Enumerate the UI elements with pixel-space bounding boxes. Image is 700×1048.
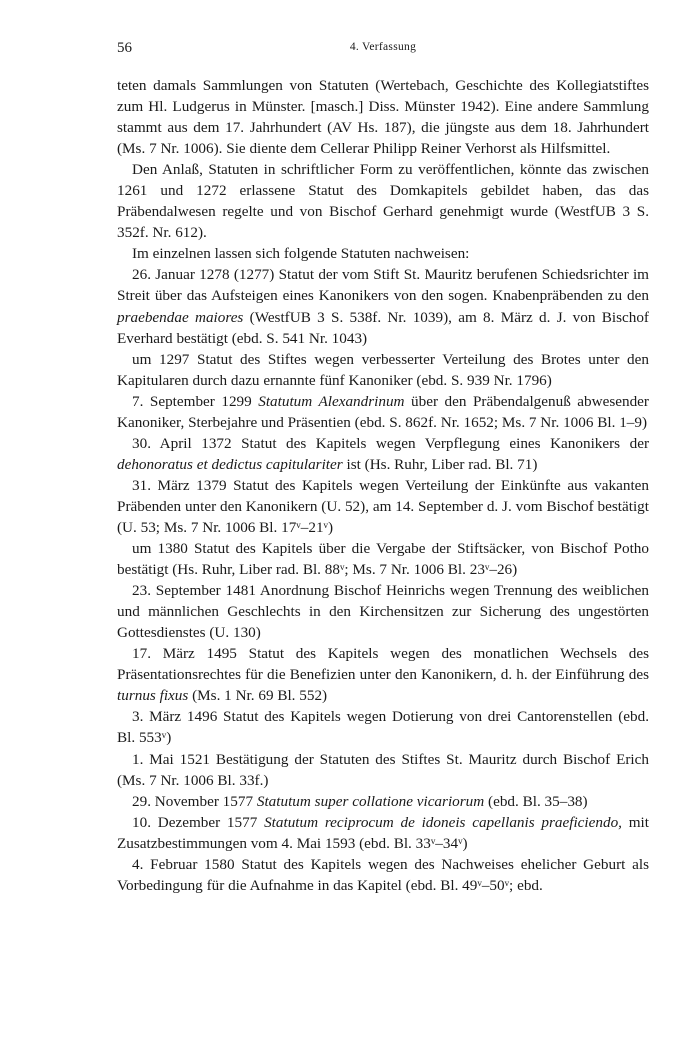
statute-1297: um 1297 Statut des Stiftes wegen verbesserter Verteilung des Brotes unter den Kapitularen durch dazu ernannte fünf Kanoniker (ebd. S. 939 Nr. 1796) bbox=[117, 350, 649, 389]
statute-1380: um 1380 Statut des Kapitels über die Vergabe der Stiftsäcker, von Bischof Potho bestätigt (Hs. Ruhr, Liber rad. Bl. 88ᵛ; Ms. 7 Nr. 1006 Bl. 23ᵛ–26) bbox=[117, 540, 649, 579]
statute-1580: 4. Februar 1580 Statut des Kapitels wegen des Nachweises ehelicher Geburt als Vorbedingung für die Aufnahme in das Kapitel (ebd. Bl. 49ᵛ–50ᵛ; ebd. bbox=[117, 855, 649, 894]
statute-1577-november: 29. November 1577 Statutum super collatione vicariorum (ebd. Bl. 35–38) bbox=[132, 792, 588, 810]
statute-1577-december: 10. Dezember 1577 Statutum reciprocum de idoneis capellanis praeficiendo, mit Zusatzbestimmungen vom 4. Mai 1593 (ebd. Bl. 33ᵛ–34ᵛ) bbox=[117, 813, 649, 852]
statute-1496: 3. März 1496 Statut des Kapitels wegen Dotierung von drei Cantorenstellen (ebd. Bl. 553ᵛ) bbox=[117, 708, 649, 747]
statute-1521: 1. Mai 1521 Bestätigung der Statuten des Stiftes St. Mauritz durch Bischof Erich (Ms. 7 Nr. 1006 Bl. 33f.) bbox=[117, 750, 649, 789]
paragraph-2: Den Anlaß, Statuten in schriftlicher Form zu veröffentlichen, könnte das zwischen 1261 und 1272 erlassene Statut des Domkapitels gebildet haben, das das Präbendalwesen regelte und von Bischof Gerhard genehmigt wurde (WestfUB 3 S. 352f. Nr. 612). bbox=[117, 161, 649, 242]
statute-1379: 31. März 1379 Statut des Kapitels wegen Verteilung der Einkünfte aus vakanten Präbenden unter den Kanonikern (U. 52), am 14. September d. J. vom Bischof bestätigt (U. 53; Ms. 7 Nr. 1006 Bl. 17ᵛ–21ᵛ) bbox=[117, 476, 649, 536]
statute-1495: 17. März 1495 Statut des Kapitels wegen des monatlichen Wechsels des Präsentationsrechtes für die Benefizien unter den Kanonikern, d. h. der Einführung des turnus fixus (Ms. 1 Nr. 69 Bl. 552) bbox=[117, 645, 649, 705]
statute-1278: 26. Januar 1278 (1277) Statut der vom Stift St. Mauritz berufenen Schiedsrichter im Streit über das Aufsteigen eines Kanonikers von den sogen. Knabenpräbenden zu den praebendae maiores (WestfUB 3 S. 538f. Nr. 1039), am 8. März d. J. von Bischof Everhard bestätigt (ebd. S. 541 Nr. 1043) bbox=[117, 266, 649, 347]
statute-1372: 30. April 1372 Statut des Kapitels wegen Verpflegung eines Kanonikers der dehonoratus et dedictus capitulariter ist (Hs. Ruhr, Liber rad. Bl. 71) bbox=[117, 434, 649, 473]
paragraph-3: Im einzelnen lassen sich folgende Statuten nachweisen: bbox=[132, 245, 470, 263]
text-block bbox=[117, 75, 649, 896]
running-head: 4. Verfassung bbox=[349, 41, 417, 53]
statute-1481: 23. September 1481 Anordnung Bischof Heinrichs wegen Trennung des weiblichen und männlichen Geschlechts in den Kirchensitzen zur Sicherung des ungestörten Gottesdienstes (U. 130) bbox=[117, 582, 649, 642]
paragraph-1: teten damals Sammlungen von Statuten (Wertebach, Geschichte des Kollegiatstiftes zum Hl. Ludgerus in Münster. [masch.] Diss. Münster 1942). Eine andere Sammlung stammt aus dem 17. Jahrhundert (AV Hs. 187), die jüngste aus dem 18. Jahrhundert (Ms. 7 Nr. 1006). Sie diente dem Cellerar Philipp Reiner Verhorst als Hilfsmittel. bbox=[117, 77, 649, 158]
page-number: 56 bbox=[117, 40, 132, 56]
statute-1299: 7. September 1299 Statutum Alexandrinum über den Präbendalgenuß abwesender Kanoniker, Sterbejahre und Präsentien (ebd. S. 862f. Nr. 1652; Ms. 7 Nr. 1006 Bl. 1–9) bbox=[117, 392, 649, 431]
